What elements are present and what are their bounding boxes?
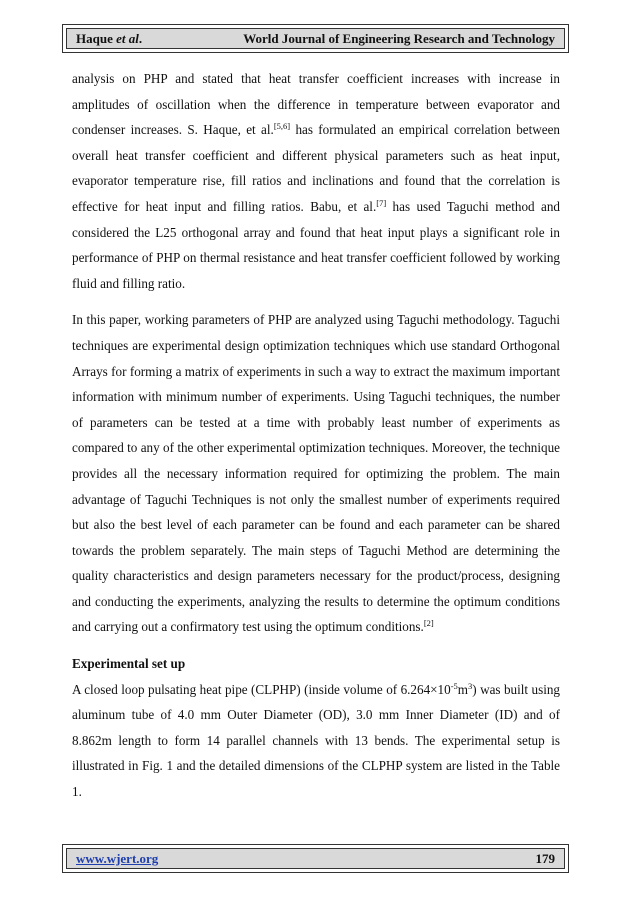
header-author: Haque et al. [76, 30, 143, 46]
citation-ref: [2] [423, 618, 434, 629]
running-header [62, 24, 569, 53]
page-number: 179 [535, 850, 555, 866]
running-header-bar [66, 28, 565, 49]
header-journal-title: World Journal of Engineering Research and Technology [243, 30, 555, 46]
paragraph-experimental-setup: A closed loop pulsating heat pipe (CLPHP) (inside volume of $6.264\times 10^{-5}m^3$) was built using aluminum tube of 4.0 mm Outer Diameter (OD), 3.0 mm Inner Diameter (ID) and of 8.862m length to form 14 parallel channels with 13 bends. The experimental setup is illustrated in Fig. 1 and the detailed dimensions of the CLPHP system are listed in the Table 1. [72, 680, 560, 800]
citation-ref: [5,6] [273, 121, 291, 132]
citation-ref: [7] [376, 197, 387, 208]
paragraph-taguchi-method: In this paper, working parameters of PHP are analyzed using Taguchi methodology. Taguchi techniques are experimental design optimization techniques which use standard Orthogonal Arrays for forming a matrix of experiments in such a way to extract the maximum important information with minimum number of experiments. Using Taguchi techniques, the number of parameters can be tested at a time with probably least number of experiments as compared to any of the other experimental optimization techniques. Moreover, the technique provides all the necessary information required for optimizing the problem. The main advantage of Taguchi Techniques is not only the smallest number of experiments required but also the best level of each parameter can be found and each parameter can be shared towards the problem separately. The main steps of Taguchi Method are determining the quality characteristics and design parameters necessary for the product/process, designing and conducting the experiments, analyzing the results to determine the optimum conditions and carrying out a confirmatory test using the optimum conditions.[2] [72, 312, 560, 635]
journal-website-link[interactable]: www.wjert.org [76, 850, 159, 866]
paragraph-php-literature: analysis on PHP and stated that heat transfer coefficient increases with increase in amplitudes of oscillation when the difference in temperature between evaporator and condenser increases. S. Haque, et al.[5,6] has formulated an empirical correlation between overall heat transfer coefficient and different physical parameters such as heat input, evaporator temperature rise, fill ratios and inclinations and found that the correlation is effective for heat input and filling ratios. Babu, et al.[7] has used Taguchi method and considered the L25 orthogonal array and found that heat input plays a significant role in performance of PHP on thermal resistance and heat transfer coefficient followed by working fluid and filling ratio. [72, 71, 560, 291]
section-heading: Experimental set up [72, 656, 186, 672]
running-footer [62, 844, 569, 873]
running-footer-bar [66, 848, 565, 869]
page-body [72, 66, 560, 816]
